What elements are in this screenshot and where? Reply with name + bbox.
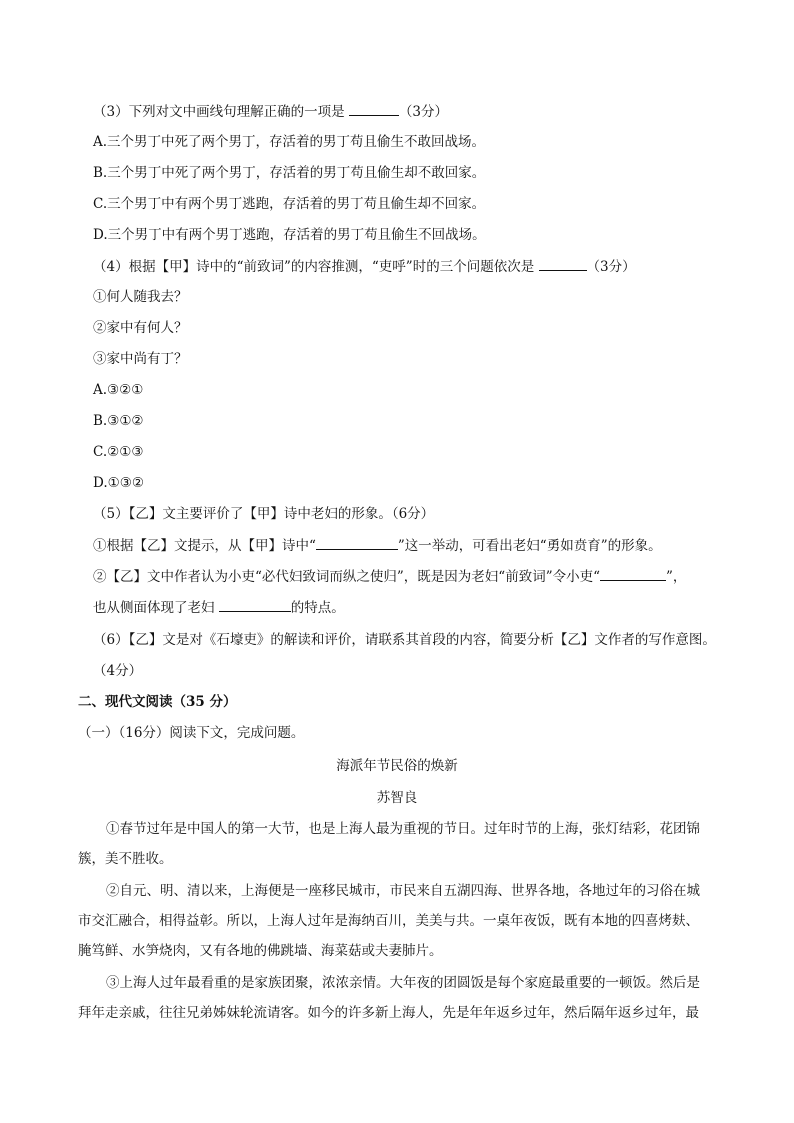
answer-blank[interactable] bbox=[219, 597, 291, 612]
q6-score: （4分） bbox=[93, 663, 143, 679]
section-heading: 二、现代文阅读（35 分） bbox=[78, 694, 237, 710]
q4-item-3: ③家中尚有丁？ bbox=[93, 351, 188, 367]
paragraph-2-line-1: ②自元、明、清以来，上海便是一座移民城市，市民来自五湖四海、世界各地，各地过年的习俗在城 bbox=[106, 883, 700, 899]
q3-option-d: D.三个男丁中有两个男丁逃跑，存活着的男丁苟且偷生不回战场。 bbox=[93, 227, 486, 243]
paragraph-2-line-3: 腌笃鲜、水笋烧肉，又有各地的佛跳墙、海菜菇或夫妻肺片。 bbox=[78, 943, 443, 959]
paragraph-1-line-1: ①春节过年是中国人的第一大节，也是上海人最为重视的节日。过年时节的上海，张灯结彩，花团锦 bbox=[106, 821, 700, 837]
paragraph-3-line-1: ③上海人过年最看重的是家族团聚，浓浓亲情。大年夜的团圆饭是每个家庭最重要的一顿饭。然后是 bbox=[106, 975, 700, 991]
q3-stem: （3）下列对文中画线句理解正确的一项是 （3分） bbox=[93, 101, 448, 122]
article-author: 苏智良 bbox=[376, 790, 418, 806]
paragraph-1-line-2: 簇，美不胜收。 bbox=[78, 851, 173, 867]
q4-stem: （4）根据【甲】诗中的“前致词”的内容推测，“吏呼”时的三个问题依次是 （3分） bbox=[93, 256, 636, 277]
q5-stem: （5）【乙】文主要评价了【甲】诗中老妇的形象。（6分） bbox=[93, 506, 435, 522]
q3-option-b: B.三个男丁中死了两个男丁，存活着的男丁苟且偷生却不敢回家。 bbox=[93, 165, 486, 181]
q3-option-c: C.三个男丁中有两个男丁逃跑，存活着的男丁苟且偷生却不回家。 bbox=[93, 196, 486, 212]
article-title: 海派年节民俗的焕新 bbox=[336, 758, 458, 774]
q4-item-1: ①何人随我去？ bbox=[93, 289, 188, 305]
q5-sub1: ①根据【乙】文提示，从【甲】诗中“ ”这一举动，可看出老妇“勇如贲育”的形象。 bbox=[93, 535, 662, 556]
q5-sub2-cont: 也从侧面体现了老妇 的特点。 bbox=[93, 597, 345, 618]
q5-sub2: ②【乙】文中作者认为小吏“必代妇致词而纵之使归”，既是因为老妇“前致词”令小吏“ ”， bbox=[93, 566, 686, 587]
q4-option-d: D.①③② bbox=[93, 475, 144, 491]
q3-option-a: A.三个男丁中死了两个男丁，存活着的男丁苟且偷生不敢回战场。 bbox=[93, 134, 486, 150]
paragraph-3-line-2: 拜年走亲戚，往往兄弟姊妹轮流请客。如今的许多新上海人，先是年年返乡过年，然后隔年返乡过年，最 bbox=[78, 1005, 699, 1021]
q6-stem: （6）【乙】文是对《石壕吏》的解读和评价，请联系其首段的内容，简要分析【乙】文作者的写作意图。 bbox=[93, 632, 716, 648]
section-part-1: （一）（16分）阅读下文，完成问题。 bbox=[78, 725, 305, 741]
answer-blank[interactable] bbox=[600, 566, 666, 581]
paragraph-2-line-2: 市交汇融合，相得益彰。所以，上海人过年是海纳百川，美美与共。一桌年夜饭，既有本地的四喜烤麸、 bbox=[78, 913, 699, 929]
answer-blank[interactable] bbox=[316, 535, 398, 550]
q4-option-c: C.②①③ bbox=[93, 444, 144, 460]
answer-blank[interactable] bbox=[349, 101, 399, 116]
q4-option-a: A.③②① bbox=[93, 382, 144, 398]
q4-item-2: ②家中有何人？ bbox=[93, 320, 188, 336]
q4-option-b: B.③①② bbox=[93, 413, 144, 429]
answer-blank[interactable] bbox=[539, 256, 587, 271]
